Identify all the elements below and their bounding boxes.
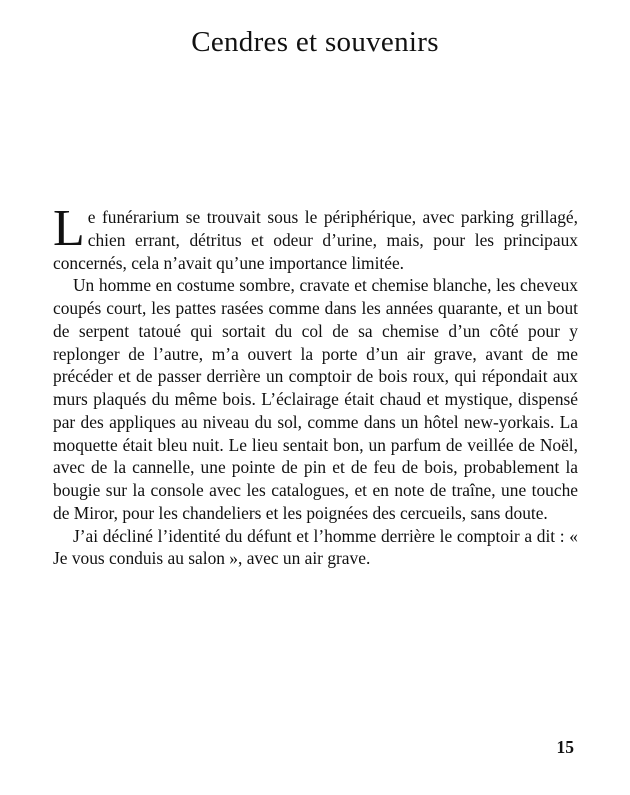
paragraph-3: J’ai décliné l’identité du défunt et l’homme derrière le comptoir a dit : « Je vous conduis au salon », avec un air grave. bbox=[53, 525, 578, 569]
paragraph-1-text: e funérarium se trouvait sous le périphérique, avec parking grillagé, chien errant, détritus et odeur d’urine, mais, pour les principaux concernés, cela n’avait qu’une importance limitée. bbox=[53, 207, 578, 273]
drop-cap: L bbox=[53, 200, 85, 257]
paragraph-2: Un homme en costume sombre, cravate et chemise blanche, les cheveux coupés court, les pattes rasées comme dans les années quarante, et un bout de serpent tatoué qui sortait du col de sa chemise d’un côté pour y replonger de l’autre, m’a ouvert la porte d’un air grave, avant de me précéder et de passer derrière un comptoir de bois roux, qui répondait aux murs plaqués du même bois. L’éclairage était chaud et mystique, dispensé par des appliques au niveau du sol, comme dans un hôtel new-yorkais. La moquette était bleu nuit. Le lieu sentait bon, un parfum de veillée de Noël, avec de la cannelle, une pointe de pin et de feu de bois, probablement la bougie sur la console avec les catalogues, et en note de traîne, une touche de Miror, pour les chandeliers et les poignées des cercueils, sans doute. bbox=[53, 275, 578, 523]
chapter-title: Cendres et souvenirs bbox=[191, 26, 439, 58]
paragraph-1 bbox=[53, 200, 578, 274]
page-number: 15 bbox=[556, 737, 574, 757]
body-text bbox=[53, 200, 578, 570]
